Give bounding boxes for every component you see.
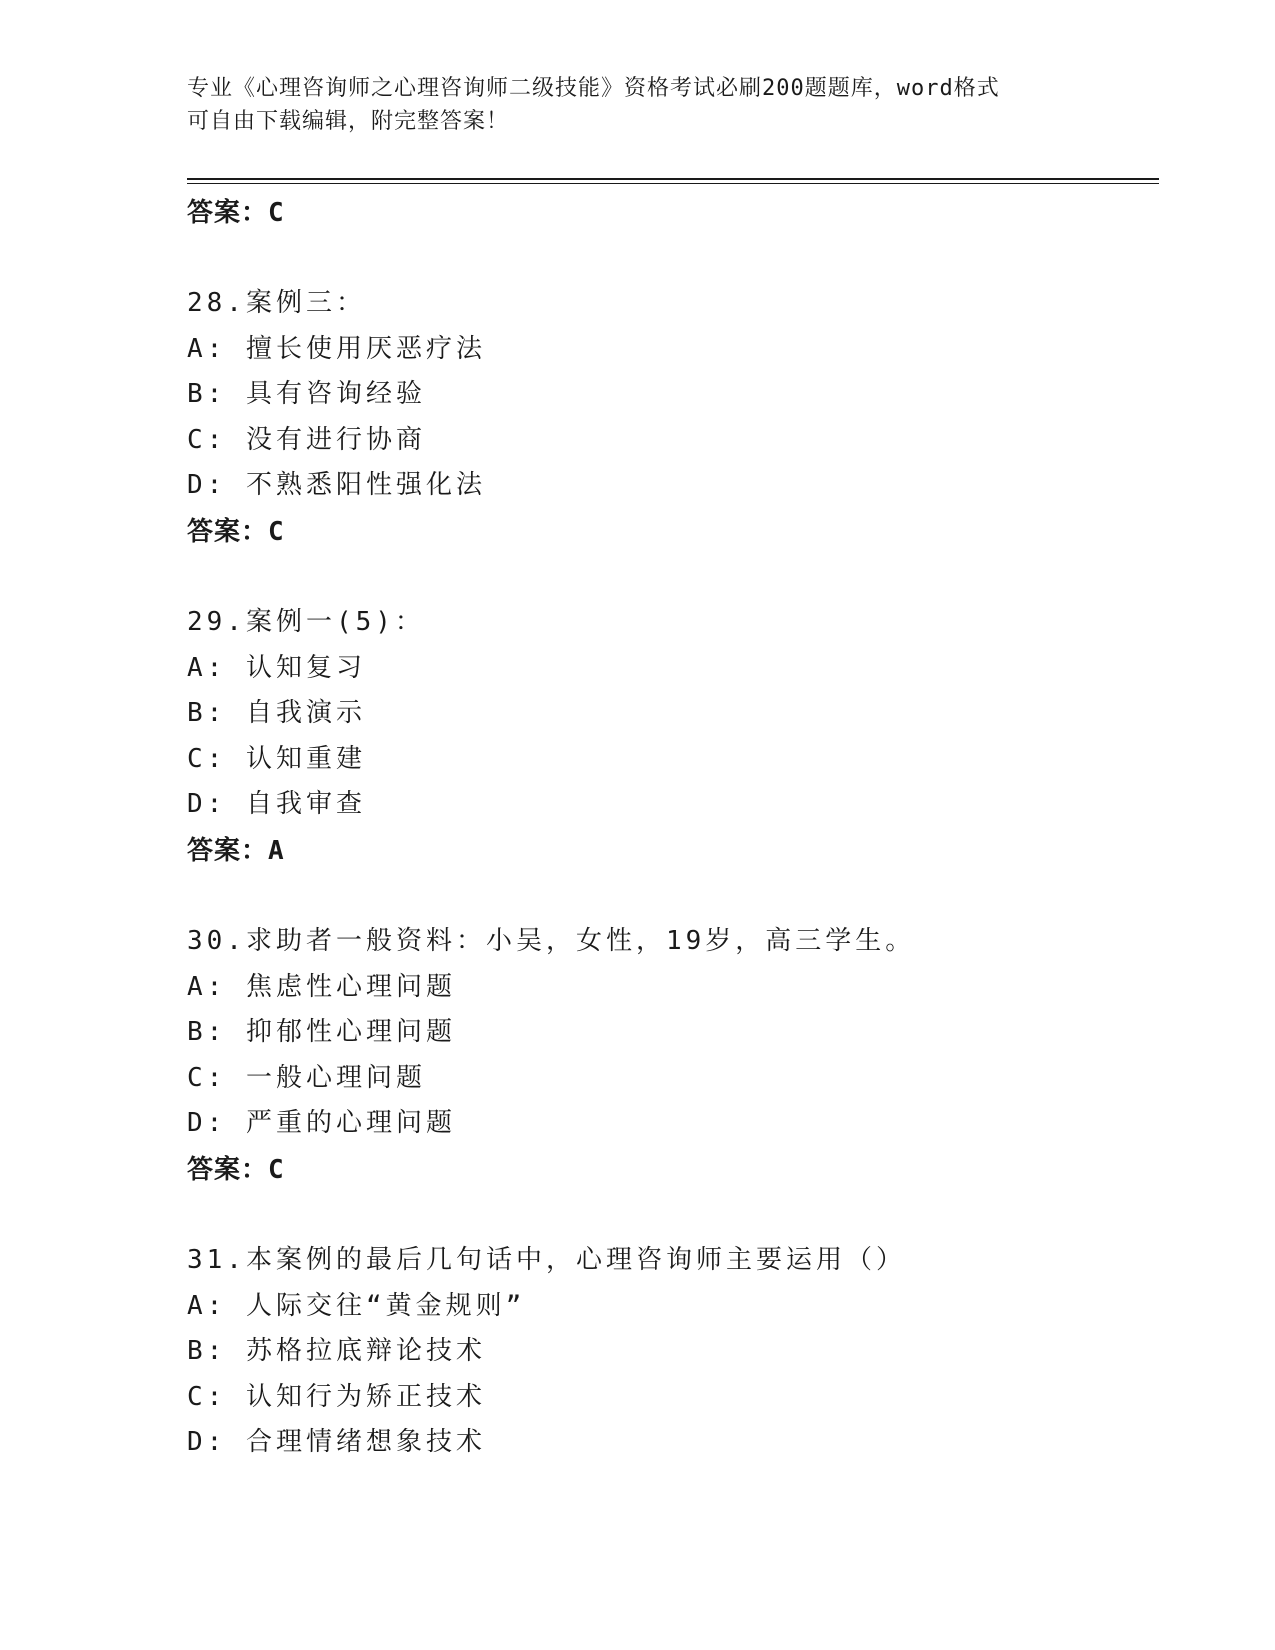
option-a: A: 擅长使用厌恶疗法 [187, 333, 486, 364]
option-d: D: 严重的心理问题 [187, 1108, 456, 1139]
answer-line: 答案：C [187, 198, 285, 228]
question-28 [187, 281, 1147, 555]
option-c: C: 没有进行协商 [187, 424, 426, 455]
option-b: B: 自我演示 [187, 698, 366, 729]
spacer [187, 555, 1147, 600]
spacer [187, 1193, 1147, 1238]
spacer [187, 236, 1147, 281]
option-a: A: 认知复习 [187, 652, 366, 683]
question-stem: 31.本案例的最后几句话中，心理咨询师主要运用（） [187, 1244, 906, 1275]
question-stem: 30.求助者一般资料：小吴，女性，19岁，高三学生。 [187, 925, 916, 956]
option-a: A: 人际交往“黄金规则” [187, 1290, 526, 1321]
option-d: D: 合理情绪想象技术 [187, 1427, 486, 1458]
question-stem: 29.案例一(5)： [187, 606, 425, 637]
option-c: C: 一般心理问题 [187, 1062, 426, 1093]
option-a: A: 焦虑性心理问题 [187, 971, 456, 1002]
question-29 [187, 600, 1147, 874]
answer-line: 答案：C [187, 516, 285, 547]
question-stem: 28.案例三： [187, 288, 366, 318]
option-b: B: 抑郁性心理问题 [187, 1017, 456, 1048]
document-header [187, 72, 1087, 138]
header-divider-thin [187, 183, 1159, 184]
option-c: C: 认知重建 [187, 743, 366, 774]
answer-line: 答案：A [187, 835, 285, 866]
option-c: C: 认知行为矫正技术 [187, 1381, 486, 1412]
header-line-1: 专业《心理咨询师之心理咨询师二级技能》资格考试必刷200题题库，word格式 [187, 76, 1000, 101]
spacer [187, 874, 1147, 919]
question-list [187, 190, 1147, 1466]
option-d: D: 自我审查 [187, 789, 366, 820]
question-30 [187, 919, 1147, 1193]
answer-line: 答案：C [187, 1154, 285, 1185]
header-divider-thick [187, 178, 1159, 180]
header-line-2: 可自由下载编辑，附完整答案！ [187, 109, 510, 134]
option-b: B: 苏格拉底辩论技术 [187, 1336, 486, 1367]
option-b: B: 具有咨询经验 [187, 379, 426, 410]
option-d: D: 不熟悉阳性强化法 [187, 470, 486, 501]
question-31 [187, 1238, 1147, 1466]
